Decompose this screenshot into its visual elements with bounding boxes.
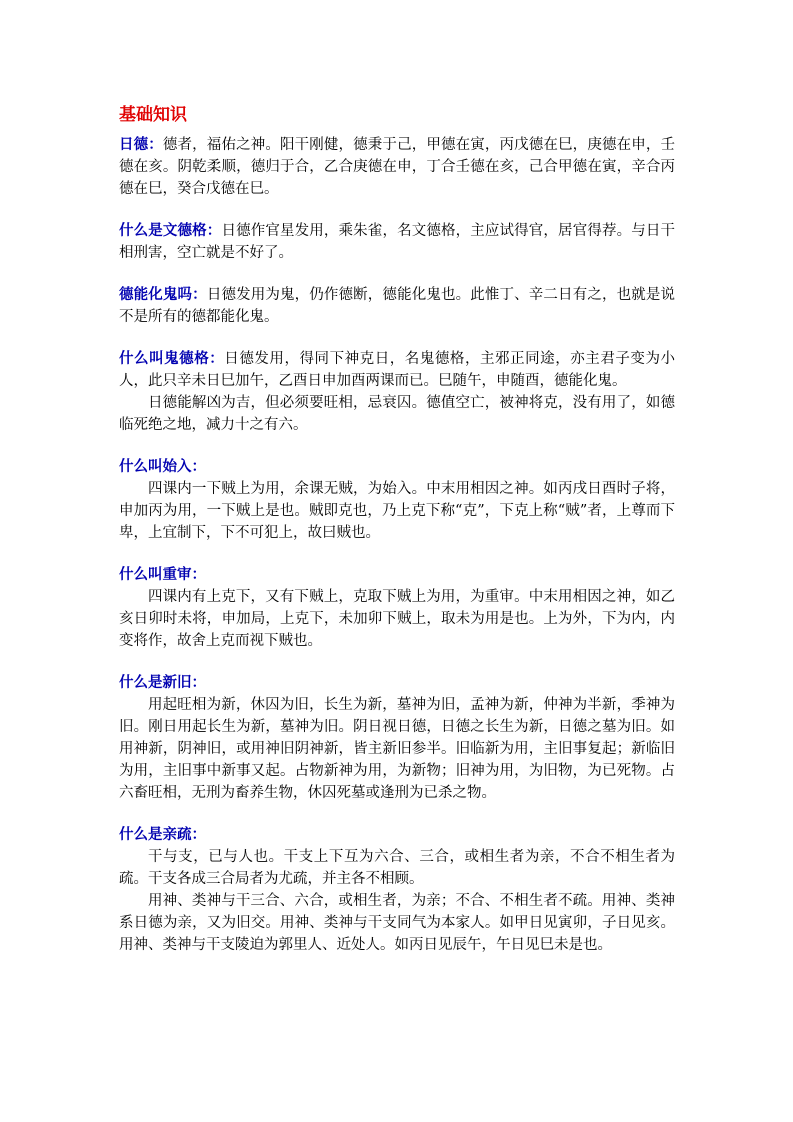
section-term: 德能化鬼吗：	[119, 286, 207, 303]
section-heading: 什么是新旧：	[119, 674, 206, 691]
paragraph	[119, 348, 675, 392]
paragraph	[119, 284, 675, 328]
section-heading: 什么是亲疏：	[119, 826, 206, 843]
paragraph	[119, 220, 675, 264]
paragraph: 用神、类神与干三合、六合，或相生者，为亲；不合、不相生者不疏。用神、类神系日德为亲，又为旧交。用神、类神与干支同气为本家人。如甲日见寅卯，子日见亥。用神、类神与干支陵迫为郭里人、近处人。如丙日见辰午，午日见巳未是也。	[119, 893, 675, 953]
section-denenghuagui	[119, 284, 675, 328]
section-term: 日德：	[119, 136, 163, 153]
section-term: 什么叫鬼德格：	[119, 350, 225, 367]
section-term: 什么是文德格：	[119, 222, 222, 239]
document-page	[119, 102, 675, 976]
section-heading: 什么叫重审：	[119, 566, 206, 583]
section-ride	[119, 134, 675, 200]
paragraph: 四课内一下贼上为用，余课无贼，为始入。中末用相因之神。如丙戌日酉时子将，申加丙为用，一下贼上是也。贼即克也，乃上克下称“克”，下克上称“贼”者，上尊而下卑，上宜制下，下不可犯上，故曰贼也。	[119, 481, 675, 541]
section-qinshu	[119, 824, 675, 956]
section-xinjiu	[119, 672, 675, 804]
section-wendege	[119, 220, 675, 264]
paragraph-text: 日德作官星发用，乘朱雀，名文德格，主应试得官，居官得荐。与日干相刑害，空亡就是不好了。	[119, 223, 676, 261]
paragraph: 用起旺相为新，休囚为旧，长生为新，墓神为旧，孟神为新，仲神为半新，季神为旧。刚日用起长生为新，墓神为旧。阴日视日德，日德之长生为新，日德之墓为旧。如用神新，阴神旧，或用神旧阴神新，皆主新旧参半。旧临新为用，主旧事复起；新临旧为用，主旧事中新事又起。占物新神为用，为新物；旧神为用，为旧物，为已死物。占六畜旺相，无刑为畜养生物，休囚死墓或逢刑为已杀之物。	[119, 697, 675, 801]
section-shiru	[119, 456, 675, 544]
section-heading: 什么叫始入：	[119, 458, 206, 475]
section-chongshen	[119, 564, 675, 652]
paragraph-text: 日德发用为鬼，仍作德断，德能化鬼也。此惟丁、辛二日有之，也就是说不是所有的德都能化鬼。	[119, 287, 675, 325]
paragraph	[119, 134, 675, 200]
page-title: 基础知识	[119, 105, 187, 125]
paragraph-text: 德者，福佑之神。阳干刚健，德秉于己，甲德在寅，丙戊德在巳，庚德在申，壬德在亥。阴乾柔顺，德归于合，乙合庚德在申，丁合壬德在亥，己合甲德在寅，辛合丙德在巳，癸合戊德在巳。	[119, 137, 675, 197]
paragraph: 干与支，已与人也。干支上下互为六合、三合，或相生者为亲，不合不相生者为疏。干支各成三合局者为尤疏，并主各不相顾。	[119, 849, 675, 887]
section-guidege	[119, 348, 675, 436]
paragraph: 日德能解凶为吉，但必须要旺相，忌衰囚。德值空亡，被神将克，没有用了，如德临死绝之地，减力十之有六。	[119, 395, 675, 433]
paragraph: 四课内有上克下，又有下贼上，克取下贼上为用，为重审。中末用相因之神，如乙亥日卯时未将，申加局，上克下，未加卯下贼上，取未为用是也。上为外，下为内，内变将作，故舍上克而视下贼也。	[119, 589, 675, 649]
paragraph-text: 日德发用，得同下神克日，名鬼德格，主邪正同途，亦主君子变为小人，此只辛未日巳加午，乙酉日申加酉两课而已。巳随午，申随酉，德能化鬼。	[119, 351, 676, 389]
